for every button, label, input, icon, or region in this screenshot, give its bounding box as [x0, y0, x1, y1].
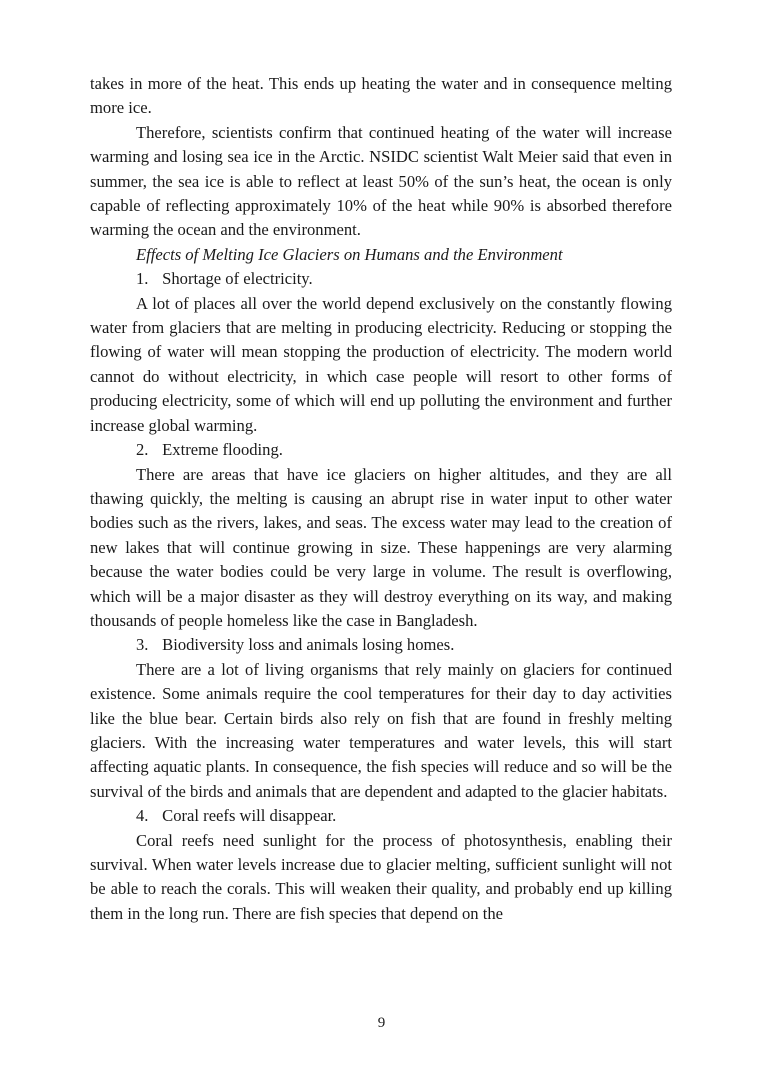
- list-item-title: Biodiversity loss and animals losing homes.: [162, 635, 455, 655]
- list-item-title: Coral reefs will disappear.: [162, 806, 337, 826]
- list-item-text-3: There are a lot of living organisms that rely mainly on glaciers for continued existence. Some animals require the cool temperatures for their day to day activities like the blue bear. Certain birds also rely on fish that are found in freshly melting glaciers. With the increasing water temperatures and water levels, this will start affecting aquatic plants. In consequence, the fish species will reduce and so will be the survival of the birds and animals that are dependent and adapted to the glacier habitats.: [90, 659, 672, 801]
- list-item-title: Extreme flooding.: [162, 440, 283, 460]
- list-item-text-1: A lot of places all over the world depend exclusively on the constantly flowing water from glaciers that are melting in producing electricity. Reducing or stopping the flowing of water will mean stopping the production of electricity. The modern world cannot do without electricity, in which case people will resort to other forms of producing electricity, some of which will end up polluting the environment and further increase global warming.: [90, 293, 672, 435]
- list-item-heading-3: [90, 633, 672, 657]
- section-heading: Effects of Melting Ice Glaciers on Humans and the Environment: [136, 244, 563, 264]
- list-item-heading-2: [90, 438, 672, 462]
- list-number: 1.: [136, 269, 149, 289]
- list-number: 2.: [136, 440, 149, 460]
- list-number: 3.: [136, 635, 149, 655]
- list-item-text-4: Coral reefs need sunlight for the process of photosynthesis, enabling their survival. When water levels increase due to glacier melting, sufficient sunlight will not be able to reach the corals. This will weaken their quality, and probably end up killing them in the long run. There are fish species that depend on the: [90, 830, 672, 923]
- list-item-text-2: There are areas that have ice glaciers on higher altitudes, and they are all thawing quickly, the melting is causing an abrupt rise in water input to other water bodies such as the rivers, lakes, and seas. The excess water may lead to the creation of new lakes that will continue growing in size. These happenings are very alarming because the water bodies could be very large in volume. The result is overflowing, which will be a major disaster as they will destroy everything on its way, and making thousands of people homeless like the case in Bangladesh.: [90, 464, 672, 630]
- page-number: 9: [377, 1015, 386, 1031]
- page-body: [90, 72, 672, 926]
- list-number: 4.: [136, 806, 149, 826]
- list-item-heading-4: [90, 804, 672, 828]
- list-item-heading-1: [90, 267, 672, 291]
- paragraph-continuation: takes in more of the heat. This ends up heating the water and in consequence melting more ice.: [90, 74, 672, 118]
- paragraph-meier: Therefore, scientists confirm that continued heating of the water will increase warming and losing sea ice in the Arctic. NSIDC scientist Walt Meier said that even in summer, the sea ice is able to reflect at least 50% of the sun’s heat, the ocean is only capable of reflecting approximately 10% of the heat while 90% is absorbed therefore warming the ocean and the environment.: [90, 122, 672, 240]
- list-item-title: Shortage of electricity.: [162, 269, 313, 289]
